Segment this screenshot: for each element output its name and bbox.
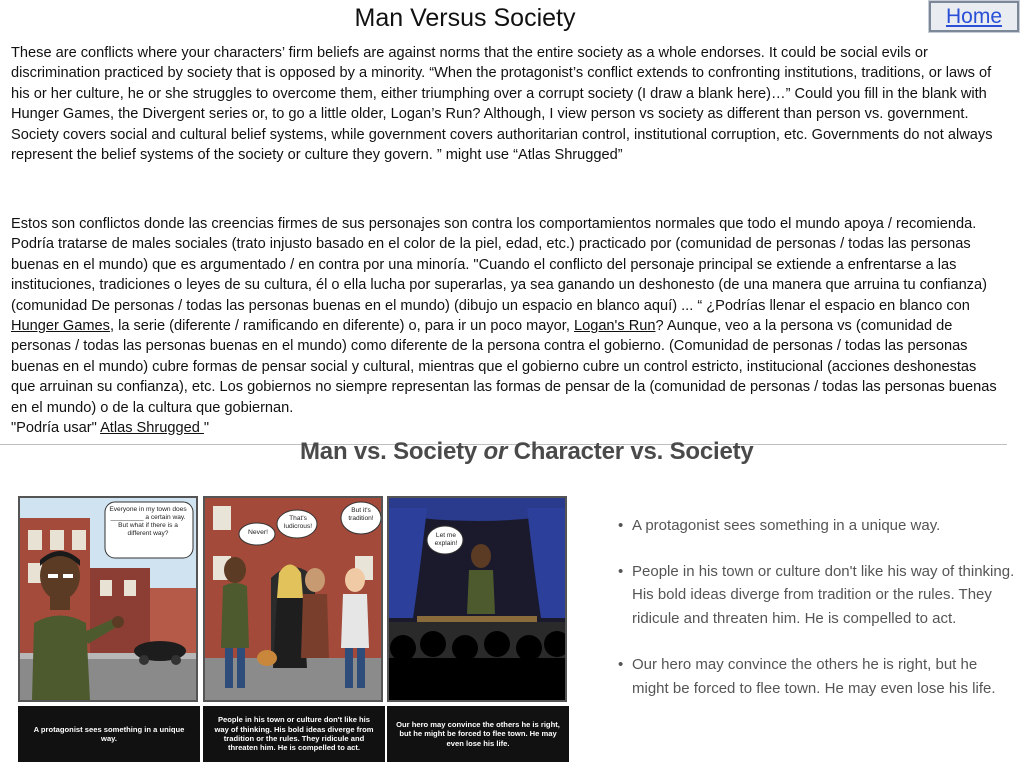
panel-2-bubble-mid: That's ludicrous! xyxy=(283,515,313,530)
home-button[interactable]: Home xyxy=(929,1,1019,32)
spanish-text-4: "Podría usar" xyxy=(11,420,101,437)
panel-3-bubble: Let me explain! xyxy=(434,532,458,547)
page-title: Man Versus Society xyxy=(354,4,576,32)
panel-2-bubble-left: Never! xyxy=(247,529,269,536)
spanish-text-5: " xyxy=(203,420,210,437)
spanish-text-3: ? Aunque, veo a la persona vs (comunidad de personas / todas las personas buenas en el mundo) como diferente de la persona contra el gobierno. (Comunidad de personas / todas las personas buenas en el mundo) cubre formas de pensar social y cultural, mientras que el gobierno cubre un control estricto, institucional (acciones deshonestas que arruinan su confianza), etc. Los gobiernos no siempre representan las formas de pensar de la (comunidad de personas / todas las personas buenas en el mundo) o de la cultura que gobiernan. xyxy=(11,318,997,416)
atlas-shrugged-link[interactable]: Atlas Shrugged xyxy=(100,420,204,437)
spanish-text-1: Estos son conflictos donde las creencias firmes de sus personajes son contra los comportamientos normales que todo el mundo apoya / recomienda. Podría tratarse de males sociales (trato injusto basado en el color de la piel, edad, etc.) practicado por (comunidad de personas / todas las personas buenas en el mundo) que es argumentado / en contra por una minoría. "Cuando el conflicto del personaje principal se extiende a enfrentarse a las instituciones, tradiciones o leyes de su cultura, él o ella lucha por superarlas, ya sea ganando un deshonesto (de una manera que arruina tu confianza) (comunidad De personas / todas las personas buenas en el mundo) (dibujo un espacio en blanco aquí) ... “ ¿Podrías llenar el espacio en blanco con xyxy=(11,216,987,314)
panel-2-bubble-right: But it's tradition! xyxy=(348,507,374,522)
slide-title xyxy=(300,438,754,466)
storyboard-panel-2 xyxy=(203,496,383,702)
panel-1-caption: A protagonist sees something in a unique way. xyxy=(18,706,200,762)
storyboard-panel-1 xyxy=(18,496,198,702)
bullet-item: • A protagonist sees something in a unique way. xyxy=(615,514,1015,538)
panel-2-caption: People in his town or culture don't like his way of thinking. His bold ideas diverge from tradition or the rules. They ridicule and threaten him. He is compelled to act. xyxy=(203,706,385,762)
bullet-item: • Our hero may convince the others he is right, but he might be forced to flee town. He may even lose his life. xyxy=(615,653,1015,700)
english-paragraph: These are conflicts where your characters’ firm beliefs are against norms that the entire society as a whole endorses. It could be social evils or discrimination practiced by society that is opposed by a minority. “When the protagonist’s conflict extends to confronting institutions, traditions, or laws of his or her culture, he or she struggles to overcome them, either triumphing over a corrupt society (I draw a blank here)…” Could you fill in the blank with Hunger Games, the Divergent series or, to go a little older, Logan’s Run? Although, I view person vs society as different than person vs. government. Society covers social and cultural belief systems, while government covers authoritarian control, institutional corruption, etc. Governments do not always represent the belief systems of the society or culture they govern. ” might use “Atlas Shrugged” xyxy=(11,45,993,164)
panel-3-illustration xyxy=(389,498,565,700)
slide-title-part2: Character vs. Society xyxy=(507,438,754,465)
logans-run-link[interactable]: Logan's Run xyxy=(573,318,656,335)
slide-title-or: or xyxy=(483,438,508,465)
slide-title-part1: Man vs. Society xyxy=(300,438,484,465)
summary-bullets xyxy=(615,514,1015,722)
hunger-games-link[interactable]: Hunger Games xyxy=(11,318,110,335)
spanish-paragraph xyxy=(11,214,1001,438)
panel-1-bubble: Everyone in my town does _________ a certain way. But what if there is a different way? xyxy=(109,506,187,537)
panel-3-caption: Our hero may convince the others he is right, but he might be forced to flee town. He may even lose his life. xyxy=(387,706,569,762)
storyboard-panel-3 xyxy=(387,496,567,702)
bullet-item: • People in his town or culture don't like his way of thinking. His bold ideas diverge from tradition or the rules. They ridicule and threaten him. He is compelled to act. xyxy=(615,560,1015,631)
spanish-text-2: , la serie (diferente / ramificando en diferente) o, para ir un poco mayor, xyxy=(109,318,574,335)
